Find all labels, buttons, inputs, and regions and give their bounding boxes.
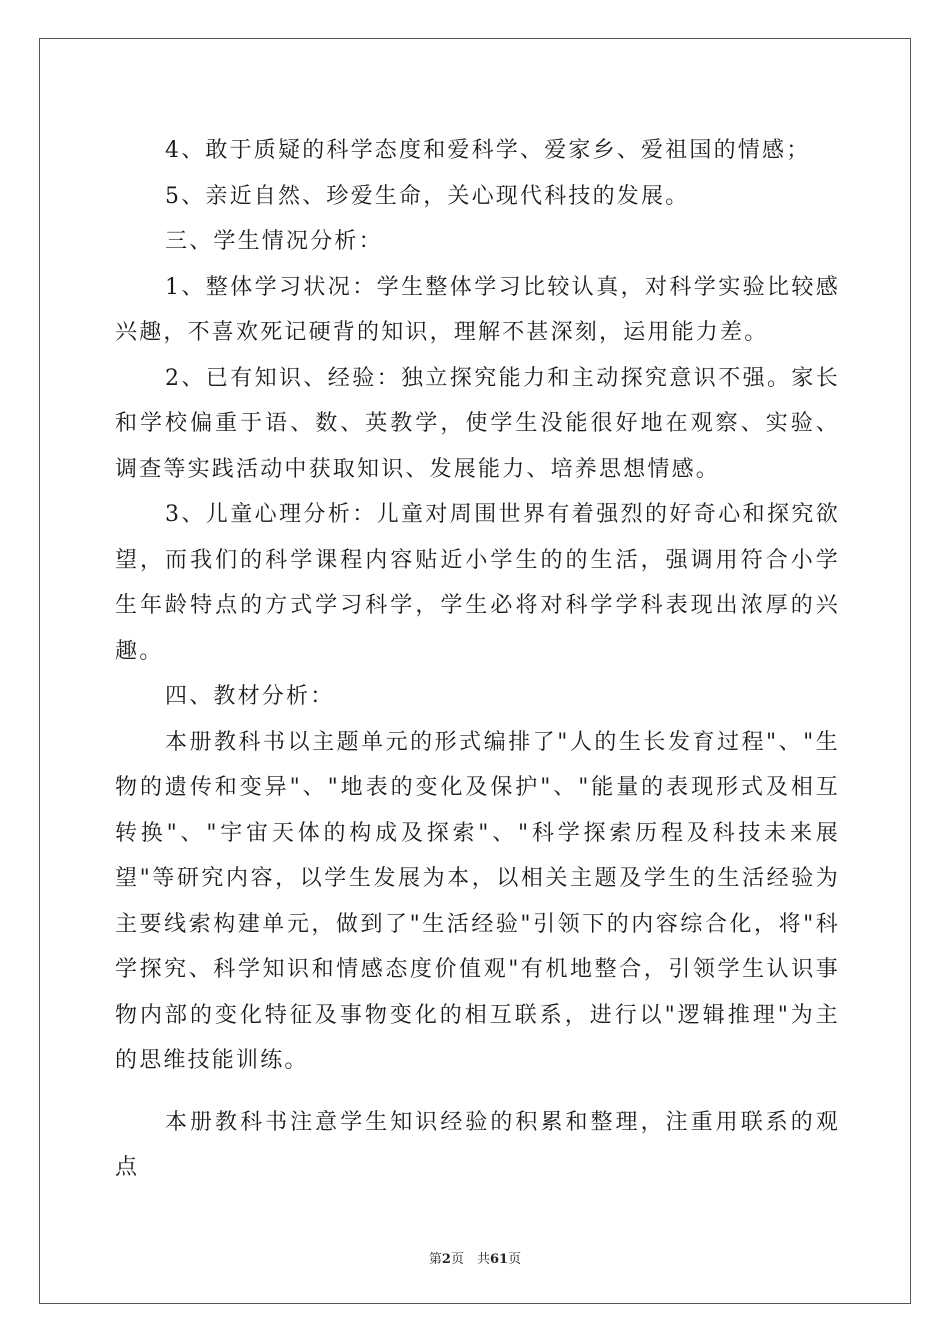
footer-page-number: 2 xyxy=(441,1252,451,1267)
paragraph-textbook-knowledge: 本册教科书注意学生知识经验的积累和整理，注重用联系的观点 xyxy=(115,1109,840,1180)
section-heading-student-analysis: 三、学生情况分析： xyxy=(165,229,383,254)
page-footer xyxy=(0,1248,950,1267)
paragraph-existing-knowledge: 2、已有知识、经验：独立探究能力和主动探究意识不强。家长和学校偏重于语、数、英教学，使学生没能很好地在观察、实验、调查等实践活动中获取知识、发展能力、培养思想情感。 xyxy=(115,365,840,482)
footer-page-mid: 页 共 xyxy=(450,1252,490,1267)
paragraph-textbook-units: 本册教科书以主题单元的形式编排了"人的生长发育过程"、"生物的遗传和变异"、"地表的变化及保护"、"能量的表现形式及相互转换"、"宇宙天体的构成及探索"、"科学探索历程及科技未来展望"等研究内容，以学生发展为本，以相关主题及学生的生活经验为主要线索构建单元，做到了"生活经验"引领下的内容综合化，将"科学探究、科学知识和情感态度价值观"有机地整合，引领学生认识事物内部的变化特征及事物变化的相互联系，进行以"逻辑推理"为主的思维技能训练。 xyxy=(115,729,840,1073)
footer-page-prefix: 第 xyxy=(428,1252,442,1267)
paragraph-item-4: 4、敢于质疑的科学态度和爱科学、爱家乡、爱祖国的情感； xyxy=(165,138,811,163)
document-body xyxy=(115,128,840,1191)
paragraph-item-5: 5、亲近自然、珍爱生命，关心现代科技的发展。 xyxy=(165,183,690,209)
footer-total-pages: 61 xyxy=(489,1252,509,1267)
paragraph-overall-learning: 1、整体学习状况：学生整体学习比较认真，对科学实验比较感兴趣，不喜欢死记硬背的知识，理解不甚深刻，运用能力差。 xyxy=(115,274,840,345)
section-heading-textbook-analysis: 四、教材分析： xyxy=(165,684,335,709)
paragraph-child-psychology: 3、儿童心理分析：儿童对周围世界有着强烈的好奇心和探究欲望，而我们的科学课程内容贴近小学生的的生活，强调用符合小学生年龄特点的方式学习科学，学生必将对科学学科表现出浓厚的兴趣。 xyxy=(115,502,840,664)
paragraph-gap xyxy=(115,1084,840,1100)
footer-page-suffix: 页 xyxy=(508,1252,522,1267)
